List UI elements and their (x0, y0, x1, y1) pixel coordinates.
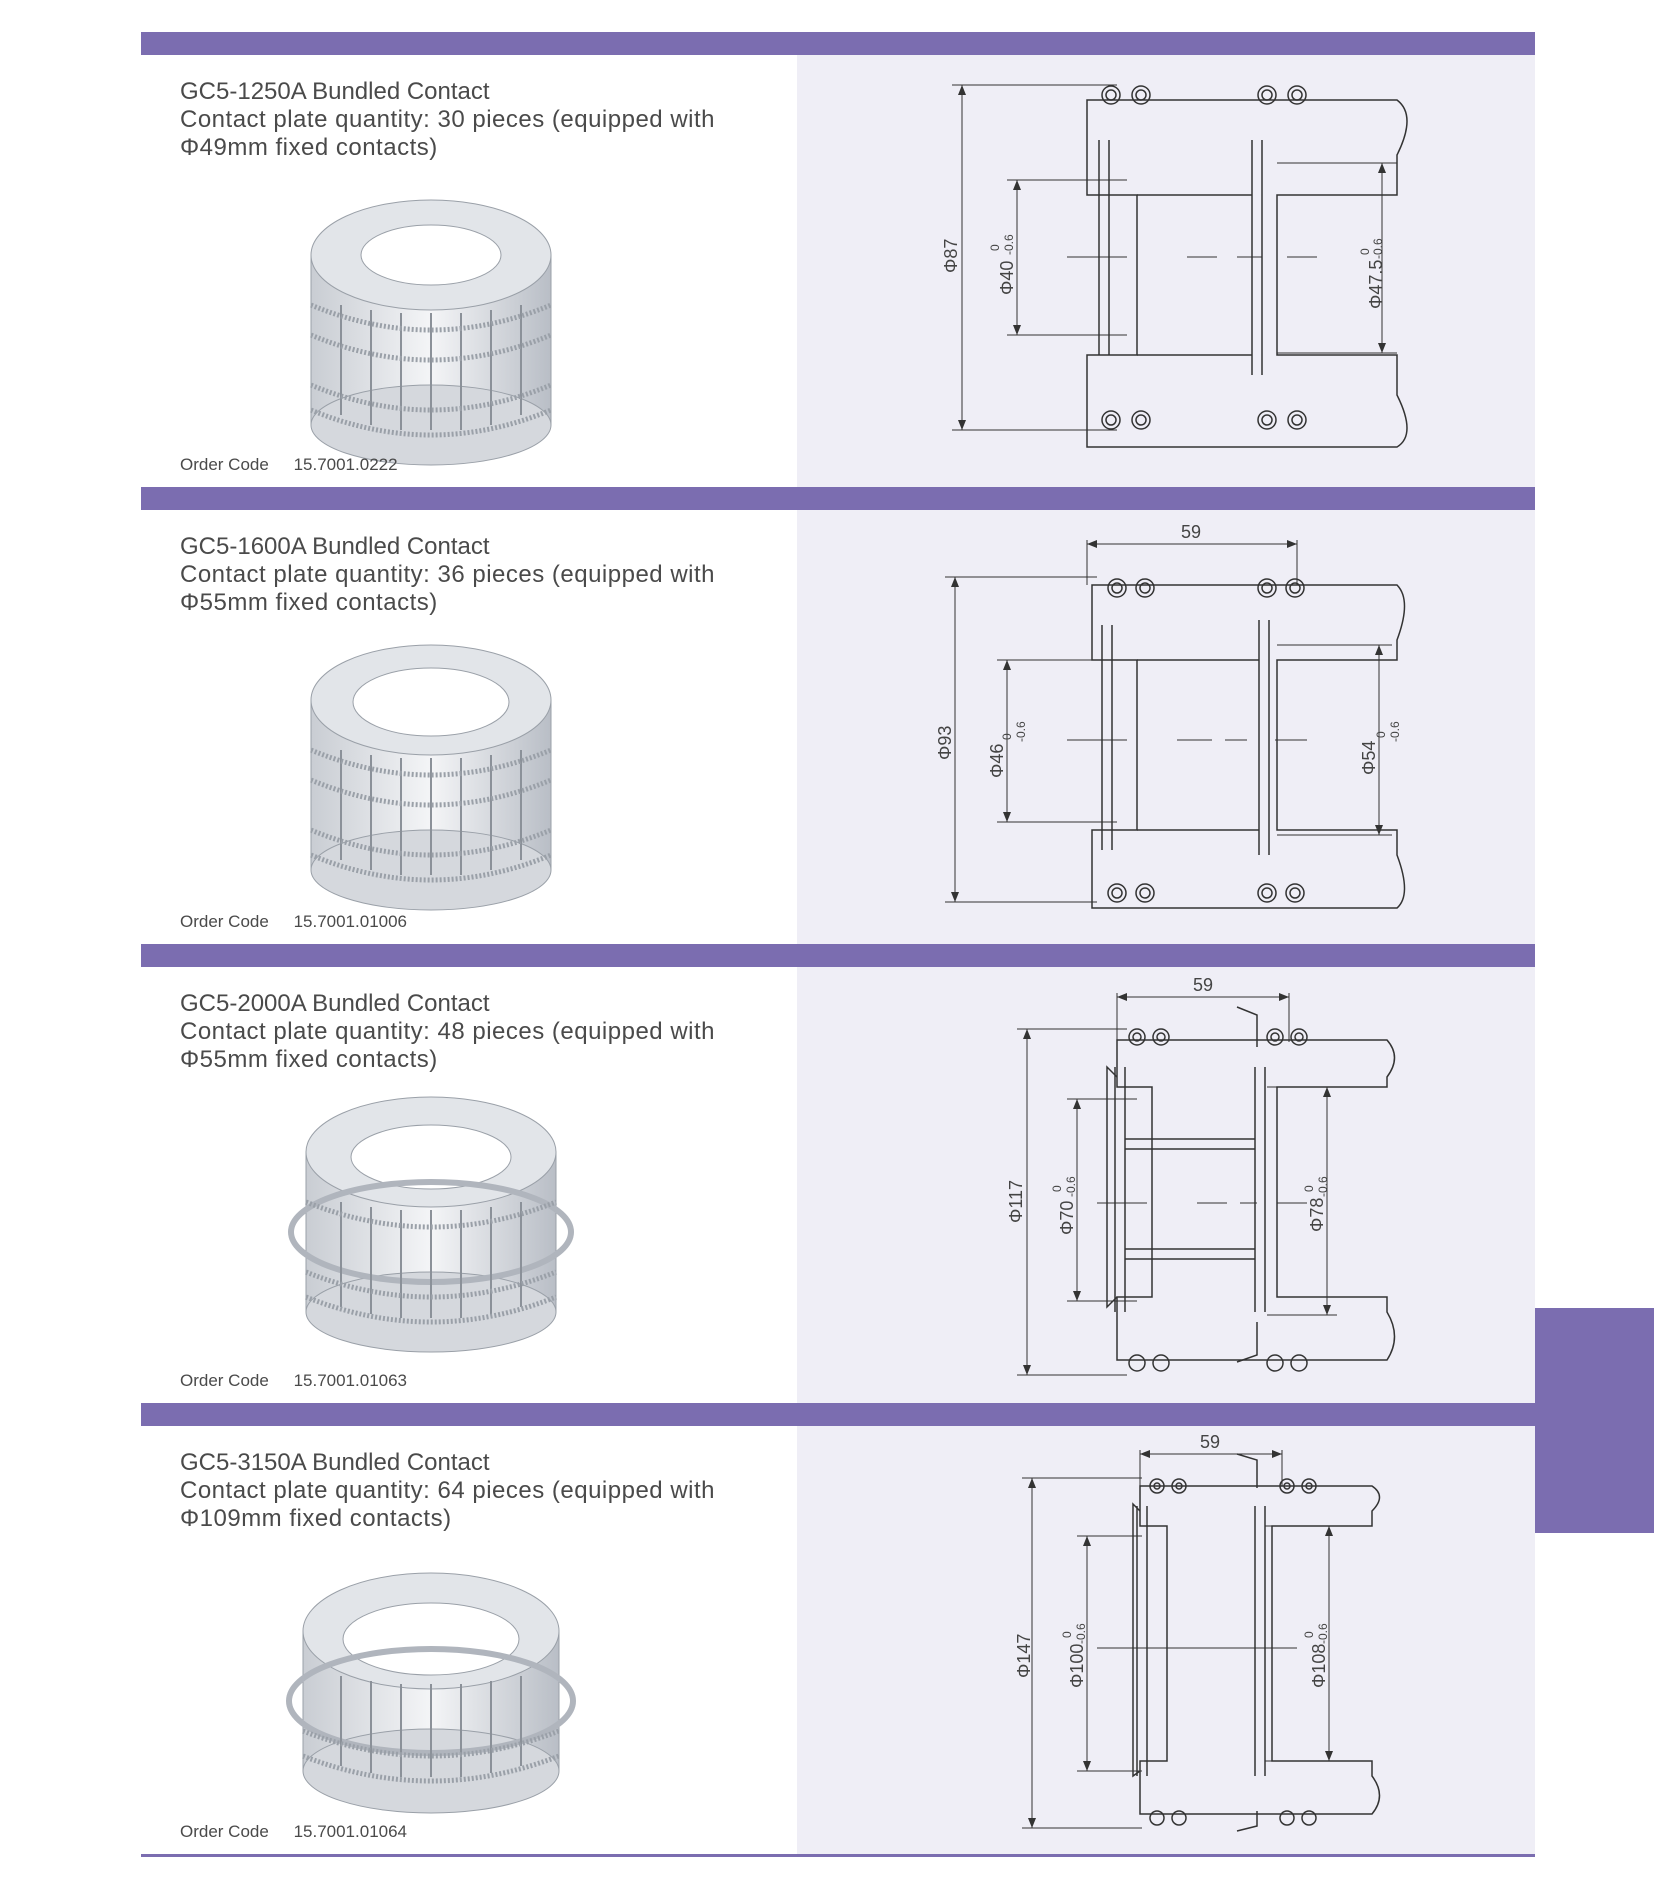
product-section-4 (141, 1426, 1535, 1854)
order-code-value: 15.7001.01064 (293, 1822, 408, 1841)
dim-inner-tol-upper: 0 (1000, 733, 1014, 740)
order-code-value: 15.7001.0222 (293, 455, 398, 474)
product-title: GC5-1250A Bundled Contact (180, 78, 490, 105)
order-code-label: Order Code (180, 1371, 269, 1390)
section-divider-band (141, 1403, 1535, 1426)
technical-drawing (797, 510, 1535, 944)
product-description: Contact plate quantity: 30 pieces (equipped with Φ49mm fixed contacts) (180, 106, 715, 161)
technical-drawing (797, 1426, 1535, 1854)
order-code-label: Order Code (180, 1822, 269, 1841)
dim-outer-diameter: Φ147 (1014, 1633, 1034, 1678)
top-accent-band (141, 32, 1535, 55)
order-code-row (180, 455, 398, 475)
dim-inner-diameter: Φ70 (1057, 1200, 1077, 1235)
dim-right-diameter: Φ47.5 (1366, 259, 1386, 309)
product-photo (281, 630, 581, 920)
technical-drawing-panel (797, 510, 1535, 944)
dim-inner-tol-lower: -0.6 (1002, 234, 1016, 255)
order-code-value: 15.7001.01063 (293, 1371, 408, 1390)
order-code-row (180, 1822, 407, 1842)
order-code-label: Order Code (180, 912, 269, 931)
product-description: Contact plate quantity: 48 pieces (equipped with Φ55mm fixed contacts) (180, 1018, 715, 1073)
dim-inner-tol-upper: 0 (1060, 1631, 1074, 1638)
product-title: GC5-3150A Bundled Contact (180, 1449, 490, 1476)
dim-inner-tol-lower: -0.6 (1074, 1623, 1088, 1644)
dim-inner-tol-lower: -0.6 (1014, 721, 1028, 742)
product-info-panel (141, 55, 797, 487)
product-section-2 (141, 510, 1535, 944)
dim-right-diameter: Φ78 (1307, 1197, 1327, 1232)
technical-drawing-panel (797, 55, 1535, 487)
dim-inner-tol-upper: 0 (988, 244, 1002, 251)
dim-outer-diameter: Φ87 (941, 238, 961, 273)
product-info-panel (141, 510, 797, 944)
technical-drawing-panel (797, 1426, 1535, 1854)
dim-outer-diameter: Φ117 (1006, 1179, 1026, 1223)
product-photo (281, 1082, 581, 1372)
order-code-label: Order Code (180, 455, 269, 474)
dim-right-tol-upper: 0 (1302, 1185, 1316, 1192)
product-title: GC5-2000A Bundled Contact (180, 990, 490, 1017)
dim-inner-diameter: Φ100 (1067, 1643, 1087, 1688)
dim-right-tol-upper: 0 (1302, 1631, 1316, 1638)
dim-width: 59 (1181, 522, 1202, 542)
dim-width: 59 (1193, 975, 1214, 995)
section-divider-band (141, 944, 1535, 967)
product-info-panel (141, 1426, 797, 1854)
dim-outer-diameter: Φ93 (935, 725, 955, 760)
dim-inner-tol-lower: -0.6 (1064, 1176, 1078, 1197)
product-description: Contact plate quantity: 64 pieces (equipped with Φ109mm fixed contacts) (180, 1477, 715, 1532)
product-section-1 (141, 55, 1535, 487)
dim-inner-diameter: Φ40 (997, 260, 1017, 295)
bottom-accent-line (141, 1854, 1535, 1857)
order-code-value: 15.7001.01006 (293, 912, 408, 931)
product-photo (281, 185, 581, 475)
product-title: GC5-1600A Bundled Contact (180, 533, 490, 560)
dim-right-tol-upper: 0 (1358, 248, 1372, 255)
order-code-row (180, 1371, 407, 1391)
product-info-panel (141, 967, 797, 1403)
product-section-3 (141, 967, 1535, 1403)
dim-inner-tol-upper: 0 (1050, 1185, 1064, 1192)
dim-right-tol-upper: 0 (1374, 731, 1388, 738)
order-code-row (180, 912, 407, 932)
product-photo (281, 1551, 581, 1841)
technical-drawing-panel (797, 967, 1535, 1403)
dim-inner-diameter: Φ46 (987, 743, 1007, 778)
dim-right-tol-lower: -0.6 (1388, 721, 1402, 742)
dim-right-diameter: Φ54 (1359, 740, 1379, 775)
technical-drawing (797, 55, 1535, 487)
dim-right-tol-lower: -0.6 (1316, 1623, 1330, 1644)
dim-width: 59 (1200, 1432, 1221, 1452)
dim-right-tol-lower: -0.6 (1316, 1176, 1330, 1197)
dim-right-diameter: Φ108 (1309, 1643, 1329, 1688)
product-description: Contact plate quantity: 36 pieces (equipped with Φ55mm fixed contacts) (180, 561, 715, 616)
section-divider-band (141, 487, 1535, 510)
dim-right-tol-lower: -0.6 (1371, 238, 1385, 259)
side-accent-tab (1535, 1308, 1654, 1533)
technical-drawing (797, 967, 1535, 1403)
